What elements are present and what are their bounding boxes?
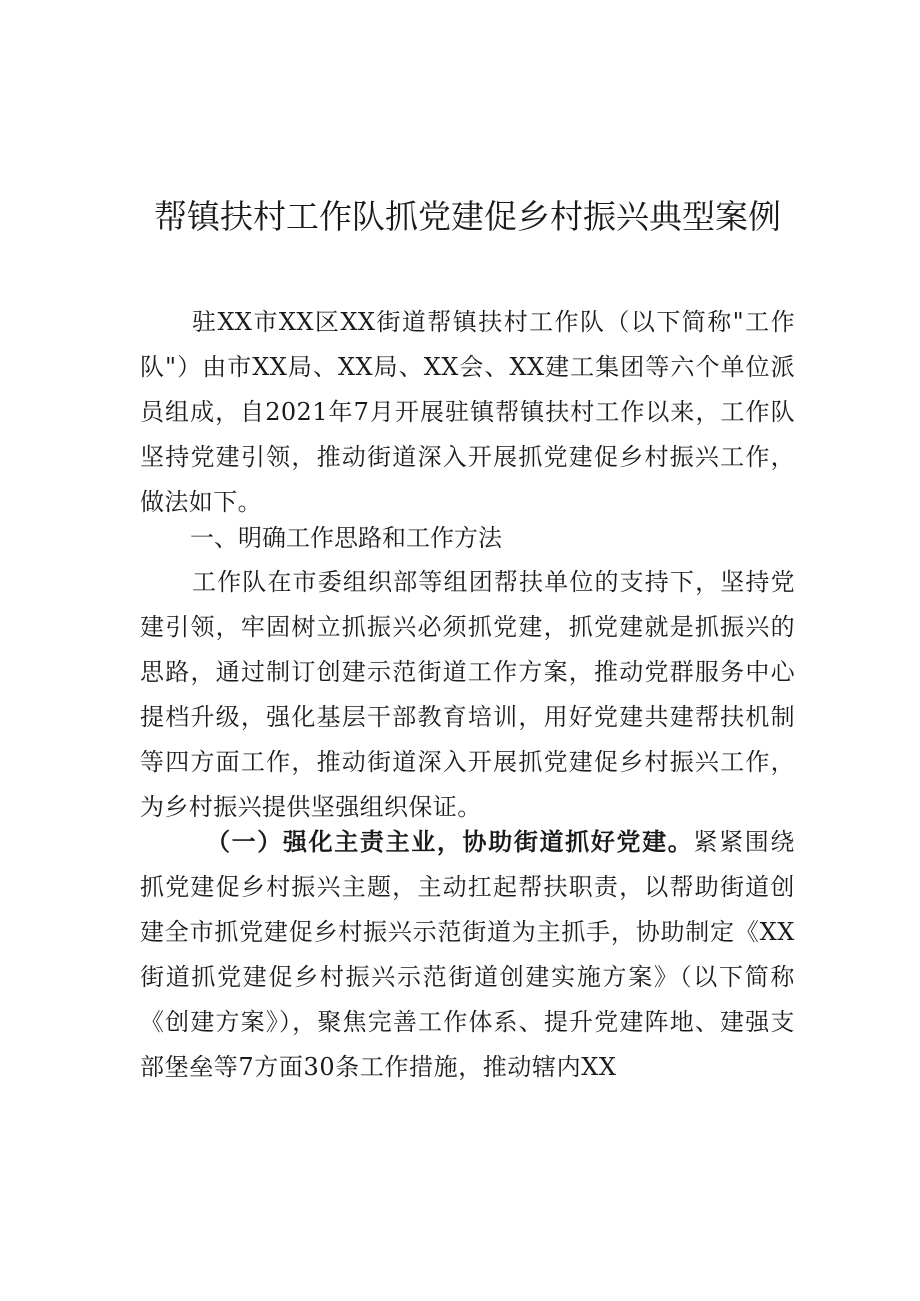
document-title: 帮镇扶村工作队抓党建促乡村振兴典型案例 <box>154 197 781 236</box>
intro-paragraph: 驻XX市XX区XX街道帮镇扶村工作队（以下简称"工作队"）由市XX局、XX局、XX会、XX建工集团等六个单位派员组成，自2021年7月开展驻镇帮镇扶村工作以来，工作队坚持党建引领，推动街道深入开展抓党建促乡村振兴工作，做法如下。 <box>140 308 795 516</box>
subsection-lead: （一）强化主责主业，协助街道抓好党建。 <box>206 828 694 856</box>
subsection-text: 紧紧围绕抓党建促乡村振兴主题，主动扛起帮扶职责，以帮助街道创建全市抓党建促乡村振兴示范街道为主抓手，协助制定《XX街道抓党建促乡村振兴示范街道创建实施方案》（以下简称《创建方案》），聚焦完善工作体系、提升党建阵地、建强支部堡垒等7方面30条工作措施，推动辖内XX <box>140 828 795 1081</box>
section-heading: 一、明确工作思路和工作方法 <box>190 524 502 552</box>
section-paragraph: 工作队在市委组织部等组团帮扶单位的支持下，坚持党建引领，牢固树立抓振兴必须抓党建，抓党建就是抓振兴的思路，通过制订创建示范街道工作方案，推动党群服务中心提档升级，强化基层干部教育培训，用好党建共建帮扶机制等四方面工作，推动街道深入开展抓党建促乡村振兴工作，为乡村振兴提供坚强组织保证。 <box>140 568 795 821</box>
subsection-paragraph <box>140 820 795 1090</box>
